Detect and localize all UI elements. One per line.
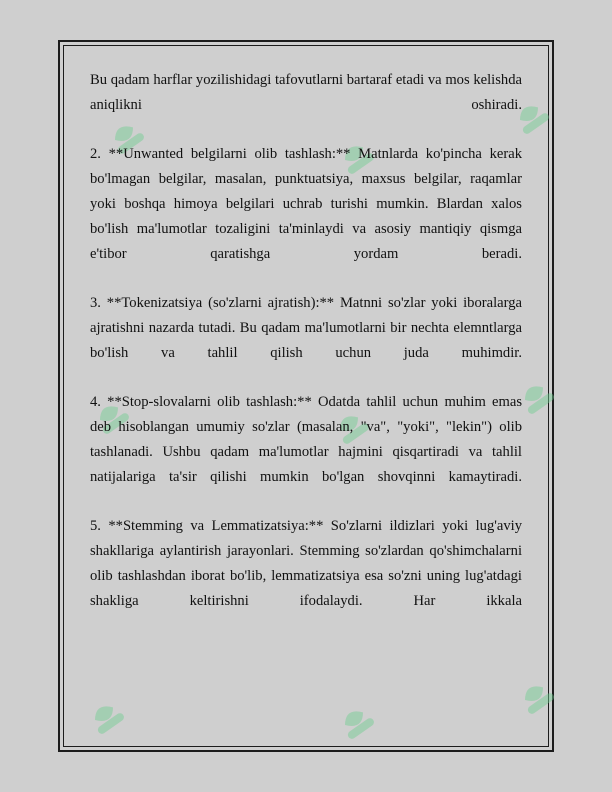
document-body [90, 68, 522, 614]
paragraph-4: 4. **Stop-slovalarni olib tashlash:** Odatda tahlil uchun muhim emas deb hisoblangan umumiy so'zlar (masalan, "va", "yoki", "lekin") olib tashlanadi. Ushbu qadam ma'lumotlar hajmini qisqartiradi va tahlil natijalariga ta'sir qilishi mumkin bo'lgan shovqinni kamaytiradi. [90, 394, 522, 485]
paragraph-5: 5. **Stemming va Lemmatizatsiya:** So'zlarni ildizlari yoki lug'aviy shakllariga aylantirish jarayonlari. Stemming so'zlardan qo'shimchalarni olib tashlashdan iborat bo'lib, lemmatizatsiya esa so'zni uning lug'atdagi shakliga keltirishni ifodalaydi. Har ikkala [90, 518, 522, 609]
paragraph-3: 3. **Tokenizatsiya (so'zlarni ajratish):** Matnni so'zlar yoki iboralarga ajratishni nazarda tutadi. Bu qadam ma'lumotlarni bir nechta elemntlarga bo'lish va tahlil qilish uchun juda muhimdir. [90, 295, 522, 361]
paragraph-2: 2. **Unwanted belgilarni olib tashlash:** Matnlarda ko'pincha kerak bo'lmagan belgilar, masalan, punktuatsiya, maxsus belgilar, raqamlar yoki boshqa himoya belgilari uchrab turishi mumkin. Blardan xalos bo'lish ma'lumotlar tozaligini ta'minlaydi va asosiy mantiqiy qismga e'tibor qaratishga yordam beradi. [90, 146, 522, 262]
paragraph-1: Bu qadam harflar yozilishidagi tafovutlarni bartaraf etadi va mos kelishda aniqlikni oshiradi. [90, 72, 522, 113]
